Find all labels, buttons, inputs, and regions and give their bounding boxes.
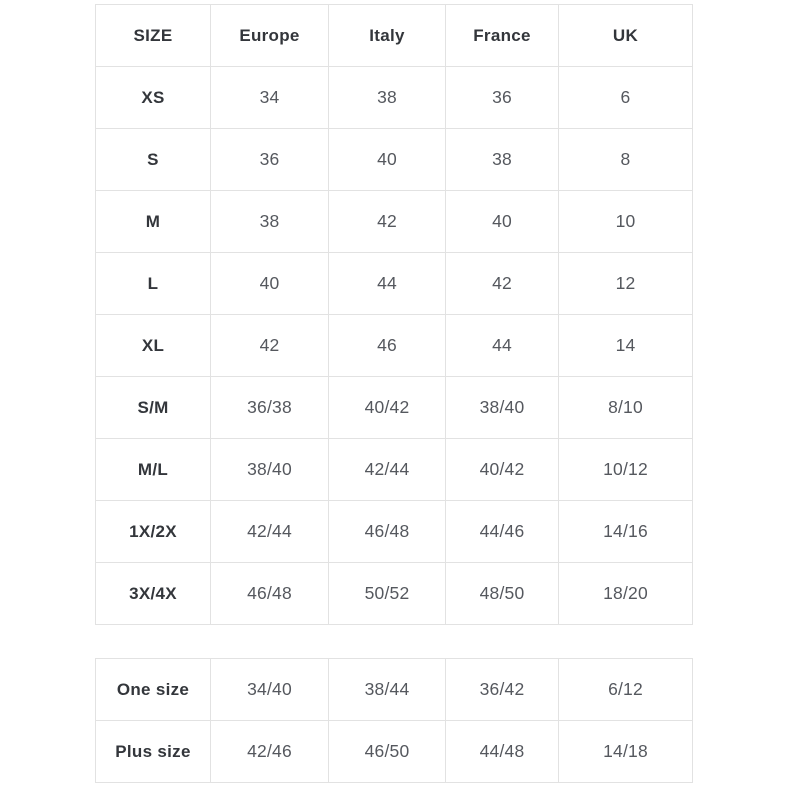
table-row — [96, 659, 693, 721]
size-value-cell: 40/42 — [446, 439, 559, 501]
size-value-cell: 40 — [446, 191, 559, 253]
size-value-cell: 36/42 — [446, 659, 559, 721]
special-sizes-table — [95, 658, 693, 783]
row-label: 3X/4X — [96, 563, 211, 625]
row-label: XS — [96, 67, 211, 129]
size-value-cell: 48/50 — [446, 563, 559, 625]
size-value-cell: 44 — [446, 315, 559, 377]
size-value-cell: 10 — [559, 191, 693, 253]
size-value-cell: 46 — [329, 315, 446, 377]
size-value-cell: 12 — [559, 253, 693, 315]
column-header-size: SIZE — [96, 5, 211, 67]
table-row — [96, 253, 693, 315]
size-value-cell: 50/52 — [329, 563, 446, 625]
size-value-cell: 8 — [559, 129, 693, 191]
row-label: XL — [96, 315, 211, 377]
size-value-cell: 40 — [329, 129, 446, 191]
size-value-cell: 46/48 — [329, 501, 446, 563]
size-value-cell: 44 — [329, 253, 446, 315]
column-header-italy: Italy — [329, 5, 446, 67]
size-value-cell: 38 — [211, 191, 329, 253]
row-label: S — [96, 129, 211, 191]
row-label: L — [96, 253, 211, 315]
size-value-cell: 42/46 — [211, 721, 329, 783]
size-value-cell: 46/48 — [211, 563, 329, 625]
column-header-europe: Europe — [211, 5, 329, 67]
size-value-cell: 36 — [211, 129, 329, 191]
table-row — [96, 377, 693, 439]
size-value-cell: 36/38 — [211, 377, 329, 439]
size-value-cell: 42 — [211, 315, 329, 377]
size-value-cell: 6/12 — [559, 659, 693, 721]
row-label: S/M — [96, 377, 211, 439]
size-value-cell: 40 — [211, 253, 329, 315]
table-row — [96, 315, 693, 377]
size-value-cell: 8/10 — [559, 377, 693, 439]
size-value-cell: 44/46 — [446, 501, 559, 563]
table-row — [96, 501, 693, 563]
size-value-cell: 14 — [559, 315, 693, 377]
size-guide-page — [0, 4, 800, 800]
size-conversion-table — [95, 4, 693, 625]
size-value-cell: 42 — [329, 191, 446, 253]
table-row — [96, 563, 693, 625]
size-value-cell: 42 — [446, 253, 559, 315]
size-value-cell: 38 — [446, 129, 559, 191]
column-header-uk: UK — [559, 5, 693, 67]
size-value-cell: 34 — [211, 67, 329, 129]
table-header-row — [96, 5, 693, 67]
row-label: One size — [96, 659, 211, 721]
row-label: M — [96, 191, 211, 253]
size-value-cell: 42/44 — [329, 439, 446, 501]
table-row — [96, 721, 693, 783]
size-value-cell: 6 — [559, 67, 693, 129]
size-value-cell: 38/40 — [211, 439, 329, 501]
size-value-cell: 46/50 — [329, 721, 446, 783]
size-value-cell: 38/44 — [329, 659, 446, 721]
column-header-france: France — [446, 5, 559, 67]
size-value-cell: 34/40 — [211, 659, 329, 721]
size-value-cell: 38/40 — [446, 377, 559, 439]
row-label: Plus size — [96, 721, 211, 783]
table-row — [96, 439, 693, 501]
row-label: 1X/2X — [96, 501, 211, 563]
size-value-cell: 18/20 — [559, 563, 693, 625]
row-label: M/L — [96, 439, 211, 501]
size-value-cell: 42/44 — [211, 501, 329, 563]
size-value-cell: 40/42 — [329, 377, 446, 439]
size-value-cell: 14/16 — [559, 501, 693, 563]
size-value-cell: 36 — [446, 67, 559, 129]
table-row — [96, 191, 693, 253]
table-row — [96, 67, 693, 129]
table-row — [96, 129, 693, 191]
size-value-cell: 14/18 — [559, 721, 693, 783]
size-value-cell: 38 — [329, 67, 446, 129]
size-value-cell: 10/12 — [559, 439, 693, 501]
size-value-cell: 44/48 — [446, 721, 559, 783]
